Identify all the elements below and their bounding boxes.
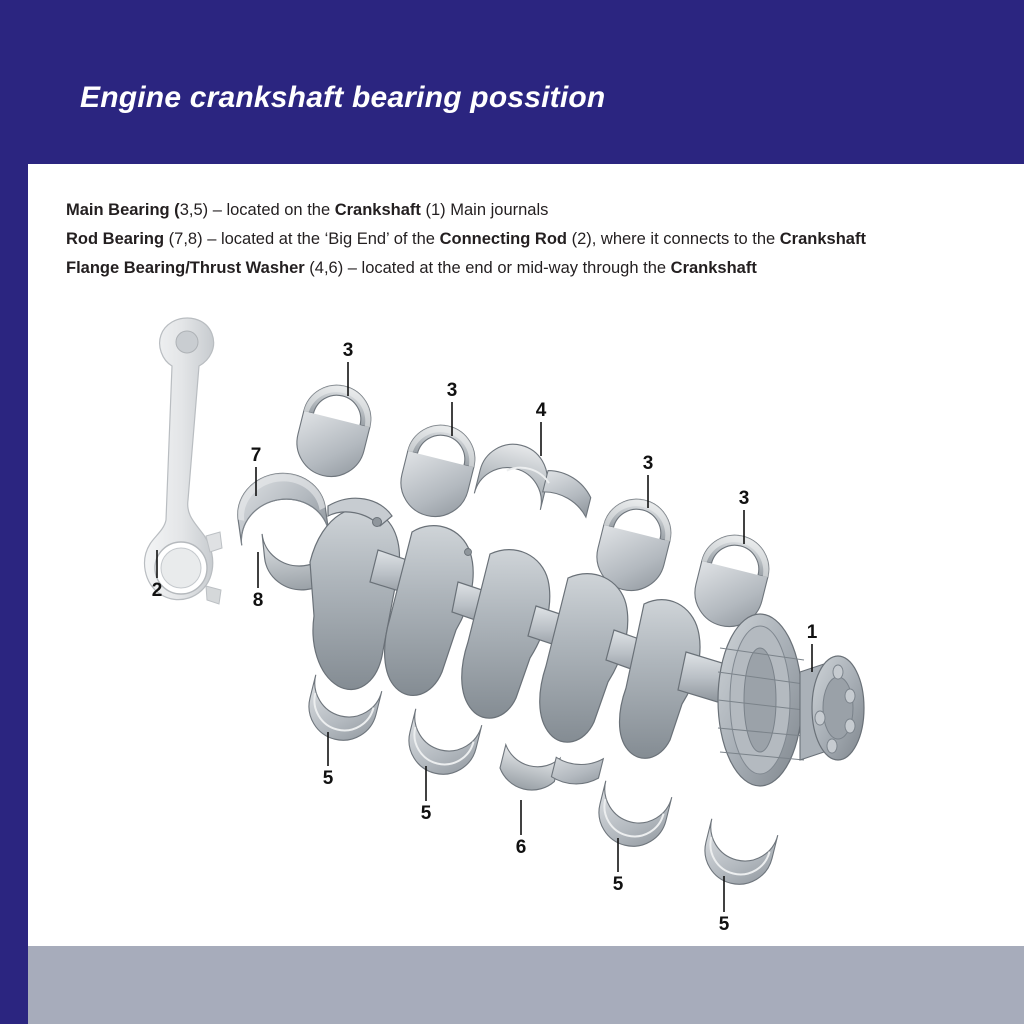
callout-1: 1 <box>806 622 818 643</box>
text-line1-b: 3,5) – located on the <box>179 201 335 219</box>
part-rod-bearing-upper <box>233 468 329 546</box>
description-line-1 <box>66 196 996 225</box>
part-main-bearing-lower-3 <box>592 781 672 854</box>
footer-bar <box>0 946 1024 1024</box>
description-text <box>66 196 996 283</box>
text-crankshaft-2: Crankshaft <box>779 230 866 248</box>
part-main-bearing-upper-2 <box>394 418 482 524</box>
footer-accent-band <box>0 946 28 1024</box>
part-thrust-washer-lower <box>496 735 603 806</box>
crankshaft-exploded-diagram <box>60 300 1000 940</box>
part-main-bearing-upper-1 <box>290 378 378 484</box>
part-flywheel-ring-gear <box>718 614 804 786</box>
part-connecting-rod <box>145 318 222 604</box>
callout-5d: 5 <box>718 914 730 935</box>
text-rod-bearing: Rod Bearing <box>66 230 165 248</box>
callout-5c: 5 <box>612 874 624 895</box>
page-title: Engine crankshaft bearing possition <box>80 81 606 114</box>
text-line3-b: (4,6) – located at the end or mid-way through the <box>304 259 671 277</box>
part-crankshaft <box>310 498 864 786</box>
part-crankshaft-rear-flange <box>800 656 864 760</box>
part-main-bearing-lower-2 <box>402 709 482 782</box>
callout-4: 4 <box>535 400 547 421</box>
callout-3d: 3 <box>738 488 750 509</box>
description-line-3 <box>66 254 996 283</box>
description-line-2 <box>66 225 996 254</box>
text-line1-d: (1) Main journals <box>420 201 549 219</box>
callout-7: 7 <box>250 445 262 466</box>
header-bar <box>0 0 1024 164</box>
part-main-bearing-lower-4 <box>698 819 778 892</box>
callout-3b: 3 <box>446 380 458 401</box>
callout-5b: 5 <box>420 803 432 824</box>
text-line2-d: (2), where it connects to the <box>566 230 780 248</box>
callout-8: 8 <box>252 590 264 611</box>
text-crankshaft-1: Crankshaft <box>334 201 421 219</box>
callout-6: 6 <box>515 837 527 858</box>
text-connecting-rod: Connecting Rod <box>439 230 567 248</box>
text-crankshaft-3: Crankshaft <box>670 259 757 277</box>
part-flange-bearing-upper <box>474 437 599 521</box>
text-line2-b: (7,8) – located at the ‘Big End’ of the <box>164 230 440 248</box>
text-flange-bearing: Flange Bearing/Thrust Washer <box>66 259 305 277</box>
callout-3c: 3 <box>642 453 654 474</box>
callout-2: 2 <box>151 580 163 601</box>
text-main-bearing: Main Bearing ( <box>66 201 180 219</box>
callout-5a: 5 <box>322 768 334 789</box>
callout-3a: 3 <box>342 340 354 361</box>
